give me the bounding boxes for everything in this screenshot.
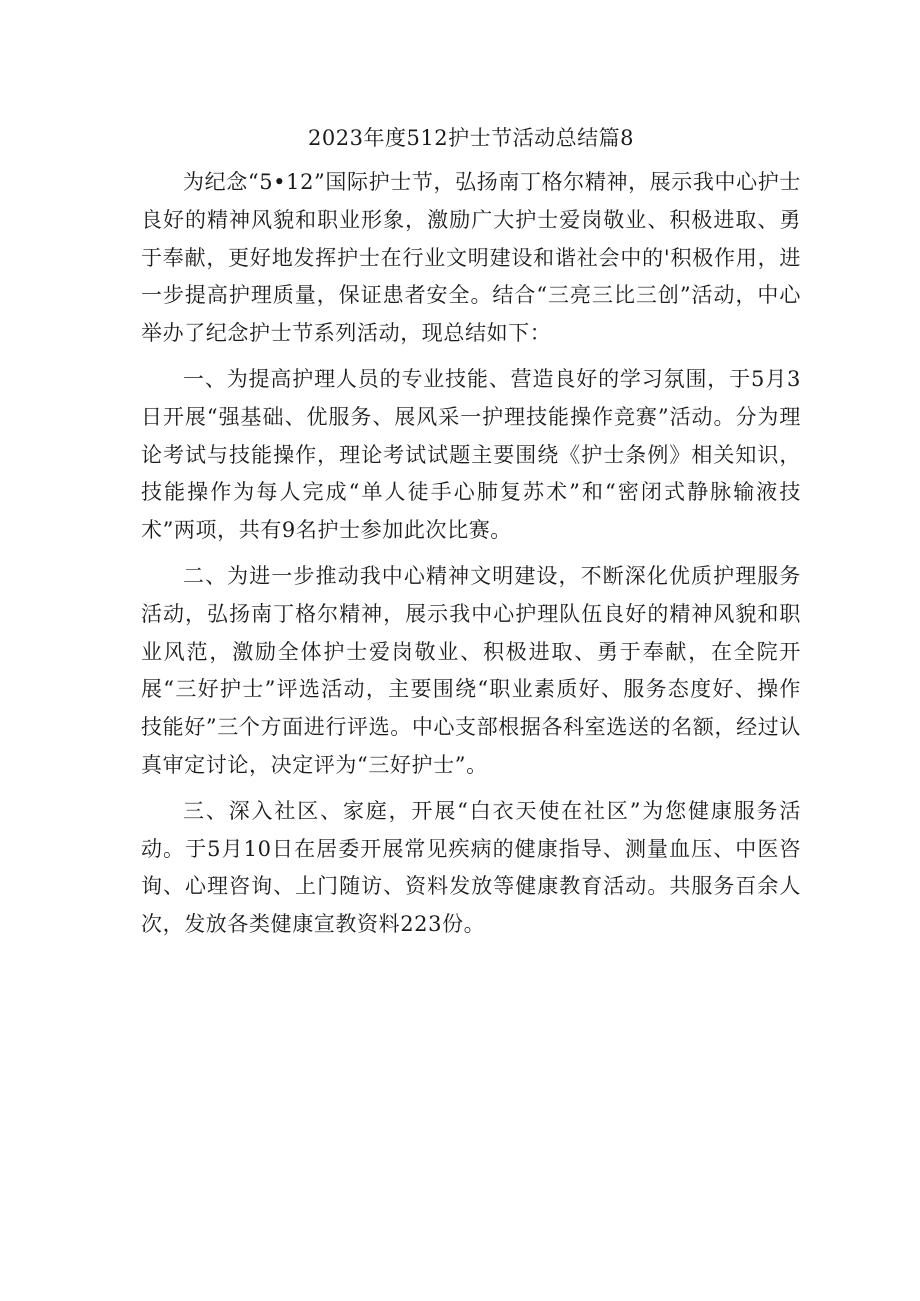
paragraph-section-2: 二、为进一步推动我中心精神文明建设，不断深化优质护理服务活动，弘扬南丁格尔精神，展示我中心护理队伍良好的精神风貌和职业风范，激励全体护士爱岗敬业、积极进取、勇于奉献，在全院开展“三好护士”评选活动，主要围绕“职业素质好、服务态度好、操作技能好”三个方面进行评选。中心支部根据各科室选送的名额，经过认真审定讨论，决定评为“三好护士”。 bbox=[141, 563, 801, 777]
paragraph-section-3: 三、深入社区、家庭，开展“白衣天使在社区”为您健康服务活动。于5月10日在居委开展常见疾病的健康指导、测量血压、中医咨询、心理咨询、上门随访、资料发放等健康教育活动。共服务百余人次，发放各类健康宣教资料223份。 bbox=[141, 798, 801, 937]
paragraph-intro: 为纪念“5•12”国际护士节，弘扬南丁格尔精神，展示我中心护士良好的精神风貌和职业形象，激励广大护士爱岗敬业、积极进取、勇于奉献，更好地发挥护士在行业文明建设和谐社会中的'积极作用，进一步提高护理质量，保证患者安全。结合“三亮三比三创”活动，中心举办了纪念护士节系列活动，现总结如下： bbox=[141, 170, 801, 346]
document-title: 2023年度512护士节活动总结篇8 bbox=[308, 126, 634, 150]
document-page bbox=[141, 118, 801, 952]
paragraph-section-1: 一、为提高护理人员的专业技能、营造良好的学习氛围，于5月3日开展“强基础、优服务、展风采一护理技能操作竞赛”活动。分为理论考试与技能操作，理论考试试题主要围绕《护士条例》相关知识，技能操作为每人完成“单人徒手心肺复苏术”和“密闭式静脉输液技术”两项，共有9名护士参加此次比赛。 bbox=[141, 366, 801, 543]
